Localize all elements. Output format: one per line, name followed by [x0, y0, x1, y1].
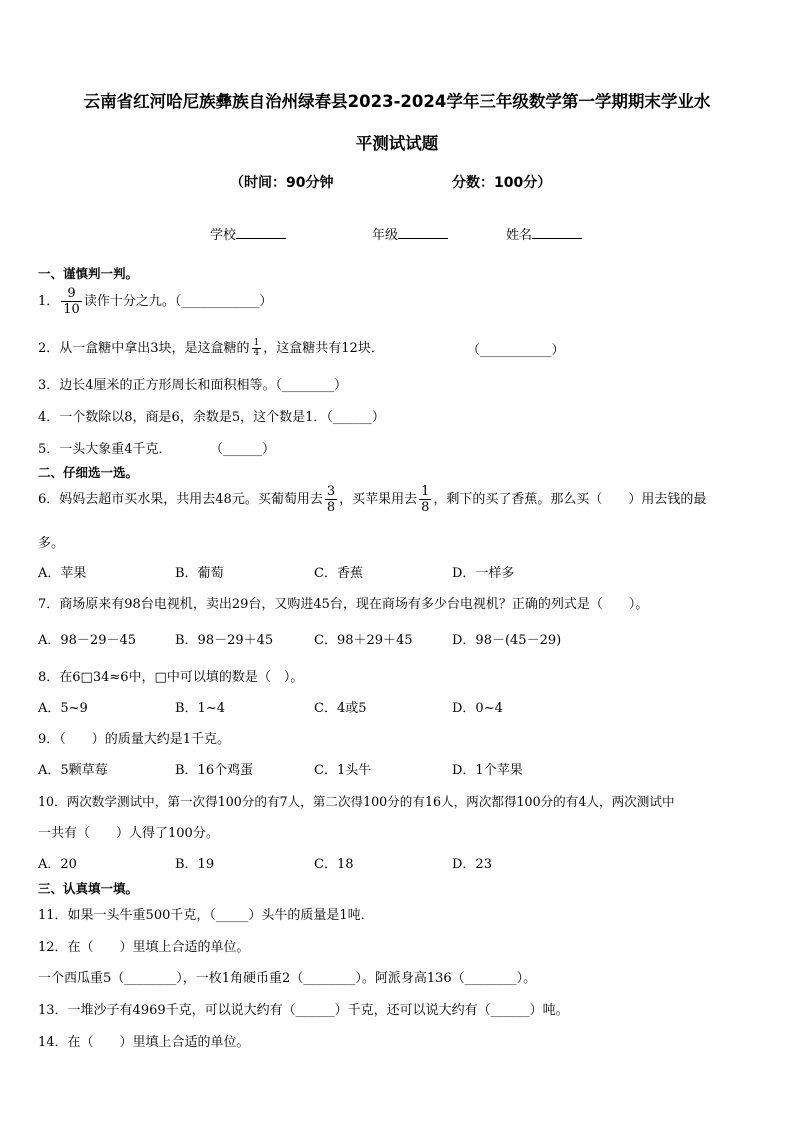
q6-pre: 6．妈妈去超市买水果，共用去48元。买葡萄用去: [38, 492, 323, 507]
q2-post: ，这盒糖共有12块．: [263, 341, 384, 356]
q1-text: 读作十分之九。（____________）: [83, 294, 273, 309]
q8-option-b[interactable]: B．1~4: [175, 701, 225, 716]
section-3-heading: 三、认真填一填。: [38, 881, 139, 896]
exam-score: 分数：100分）: [452, 175, 552, 191]
q6-option-c[interactable]: C．香蕉: [314, 566, 363, 581]
q8-option-d[interactable]: D．0~4: [452, 701, 503, 716]
page-title-line1: 云南省红河哈尼族彝族自治州绿春县2023-2024学年三年级数学第一学期期末学业水: [83, 92, 711, 111]
q6-option-d[interactable]: D．一样多: [452, 566, 515, 581]
q6-fraction-grapes: [325, 484, 337, 515]
q12-line2: 一个西瓜重5（________），一枚1角硬币重2（________）。阿派身高136（________）。: [38, 971, 537, 986]
school-label: 学校: [210, 228, 237, 243]
q10-option-a[interactable]: A．20: [38, 857, 77, 872]
section-1-heading: 一、谨慎判一判。: [38, 266, 139, 281]
q9-option-d[interactable]: D．1个苹果: [452, 763, 523, 778]
q7-option-a[interactable]: A．98－29－45: [38, 633, 137, 648]
name-field[interactable]: [506, 224, 582, 243]
question-1: [38, 286, 272, 317]
q10-line2: 一共有（ ）人得了100分。: [38, 826, 219, 841]
question-11: 11．如果一头牛重500千克，（_____）头牛的质量是1吨．: [38, 908, 374, 923]
q7-option-d[interactable]: D．98－(45－29): [452, 633, 562, 648]
exam-time: （时间：90分钟: [230, 175, 334, 191]
q9-option-c[interactable]: C．1头牛: [314, 763, 372, 778]
grade-field[interactable]: [372, 224, 448, 243]
question-14: 14．在（ ）里填上合适的单位。: [38, 1035, 250, 1050]
q7-option-b[interactable]: B．98－29＋45: [175, 633, 274, 648]
q6-option-a[interactable]: A．苹果: [38, 566, 87, 581]
q10-option-b[interactable]: B．19: [175, 857, 215, 872]
q8-option-a[interactable]: A．5~9: [38, 701, 88, 716]
q6-option-b[interactable]: B．葡萄: [175, 566, 224, 581]
q2-fraction-denominator: 4: [253, 348, 260, 358]
q6-f1-denominator: 8: [326, 500, 336, 515]
question-2: [38, 337, 384, 358]
question-5: 5．一头大象重4千克．: [38, 442, 172, 457]
q6-f2-numerator: 1: [421, 484, 430, 499]
q2-answer-blank[interactable]: （___________）: [467, 343, 565, 358]
name-label: 姓名: [506, 228, 533, 243]
question-8: 8．在6□34≈6中，□中可以填的数是（ ）。: [38, 670, 304, 685]
page-title-line2: 平测试试题: [355, 134, 439, 153]
q10-option-c[interactable]: C．18: [314, 857, 354, 872]
q5-answer-blank[interactable]: （______）: [210, 442, 276, 457]
q2-fraction: [252, 339, 262, 358]
q6-fraction-apples: [419, 484, 431, 515]
name-blank[interactable]: [532, 224, 582, 239]
q9-option-b[interactable]: B．16个鸡蛋: [175, 763, 254, 778]
q2-pre: 2．从一盒糖中拿出3块，是这盒糖的: [38, 341, 250, 356]
q7-option-c[interactable]: C．98＋29＋45: [314, 633, 413, 648]
grade-blank[interactable]: [398, 224, 448, 239]
q6-f2-denominator: 8: [421, 500, 430, 515]
school-field[interactable]: [210, 224, 286, 243]
question-4: 4．一个数除以8，商是6，余数是5，这个数是1．（______）: [38, 410, 385, 425]
q8-option-c[interactable]: C．4或5: [314, 701, 367, 716]
q1-fraction-denominator: 10: [63, 302, 80, 317]
q2-fraction-numerator: 1: [253, 338, 260, 348]
q9-option-a[interactable]: A．5颗草莓: [38, 763, 108, 778]
q6-post: ，剩下的买了香蕉。那么买（ ）用去钱的最: [433, 492, 707, 507]
q6-f1-numerator: 3: [326, 484, 336, 499]
school-blank[interactable]: [236, 224, 286, 239]
question-7: 7．商场原来有98台电视机，卖出29台，又购进45台，现在商场有多少台电视机？正确的列式是（ ）。: [38, 597, 649, 612]
q6-mid: ，买苹果用去: [339, 492, 418, 507]
question-10: 10．两次数学测试中，第一次得100分的有7人，第二次得100分的有16人，两次都得100分的有4人，两次测试中: [38, 794, 675, 809]
grade-label: 年级: [372, 228, 399, 243]
q1-fraction: [61, 286, 82, 317]
q1-fraction-numerator: 9: [67, 286, 76, 301]
q6-line2: 多。: [38, 536, 65, 551]
question-6: [38, 484, 706, 515]
question-9: 9．（ ）的质量大约是1千克。: [38, 732, 231, 747]
q10-option-d[interactable]: D．23: [452, 857, 492, 872]
question-3: 3．边长4厘米的正方形周长和面积相等。（________）: [38, 378, 348, 393]
question-13: 13．一堆沙子有4969千克，可以说大约有（______）千克，还可以说大约有（______）吨。: [38, 1003, 569, 1018]
section-2-heading: 二、仔细选一选。: [38, 465, 139, 480]
question-12: 12．在（ ）里填上合适的单位。: [38, 940, 250, 955]
q1-number: 1．: [38, 294, 60, 309]
